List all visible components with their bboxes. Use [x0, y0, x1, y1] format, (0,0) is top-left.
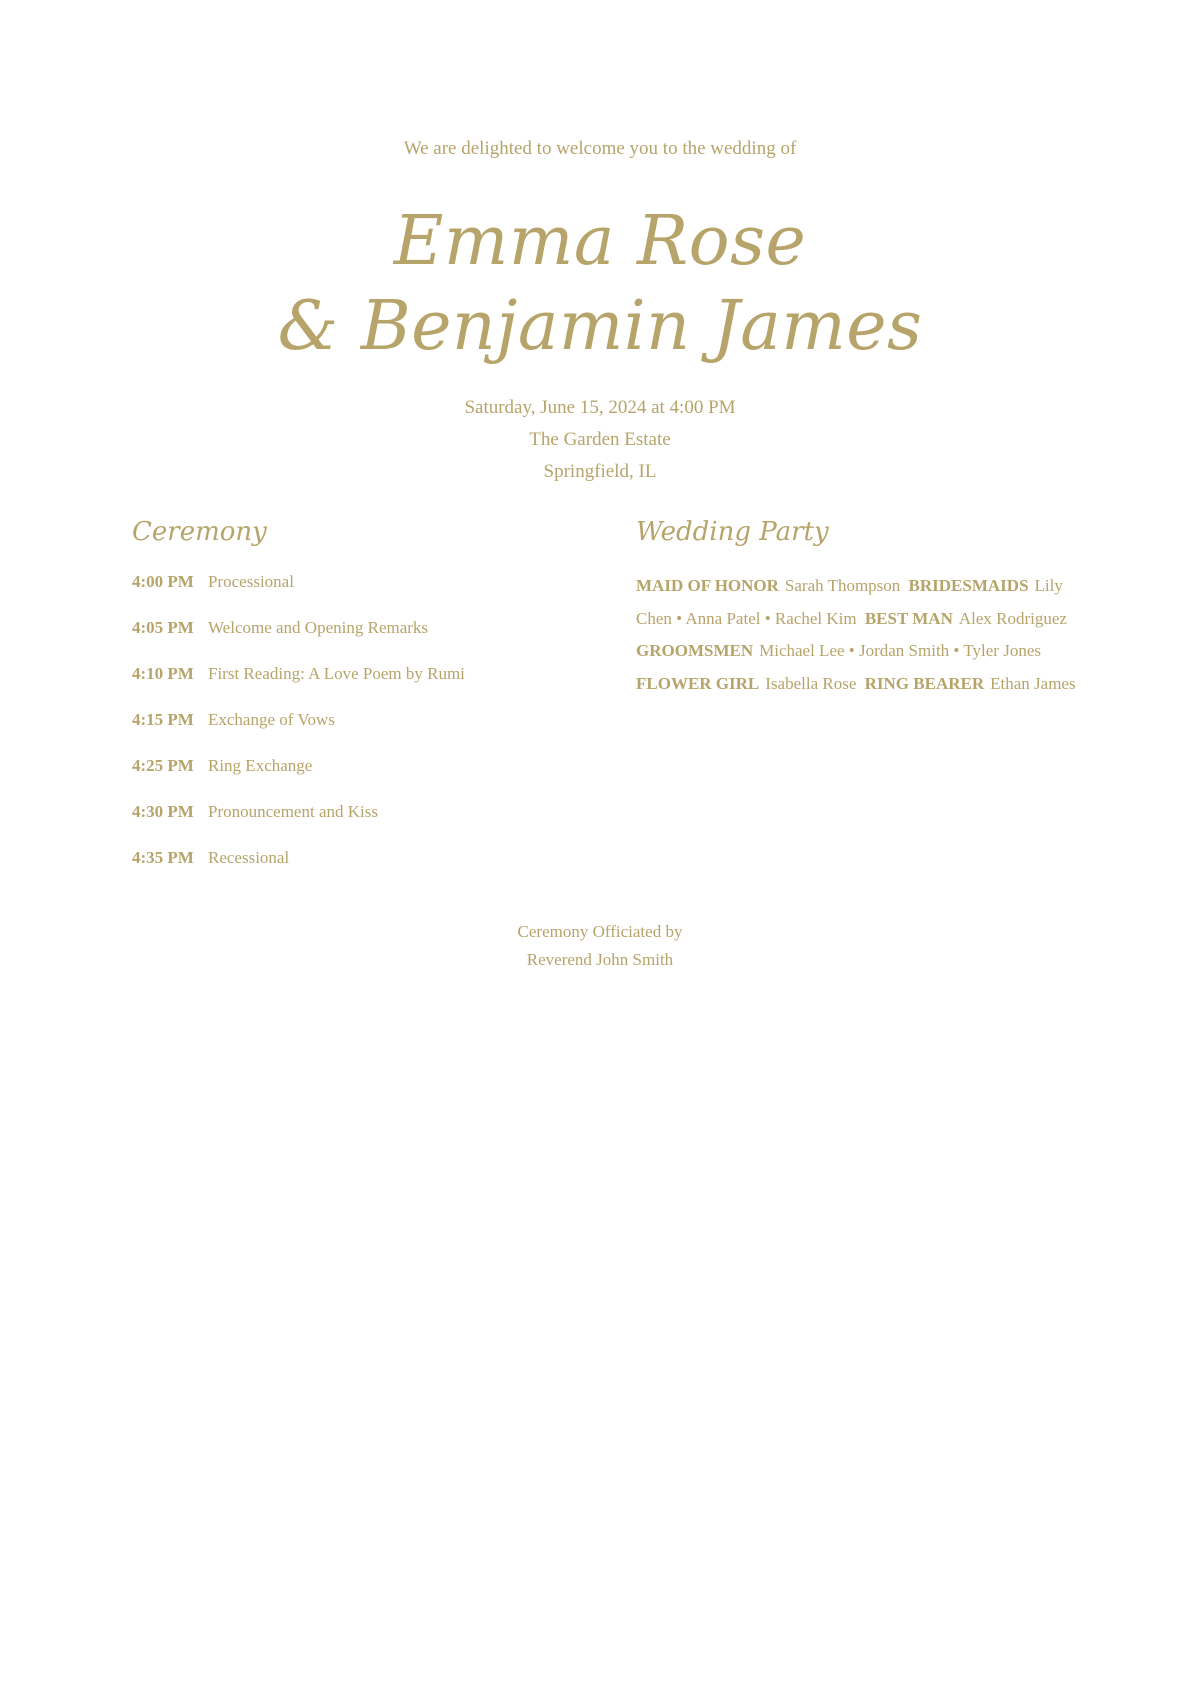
wedding-party-heading: Wedding Party [636, 517, 829, 547]
ceremony-event: First Reading: A Love Poem by Rumi [208, 664, 465, 683]
ceremony-row [132, 802, 572, 848]
party-role: RING BEARER [864, 673, 985, 693]
ceremony-time: 4:25 PM [132, 756, 194, 775]
party-members: Michael Lee • Jordan Smith • Tyler Jones [759, 641, 1041, 660]
ceremony-time: 4:35 PM [132, 848, 194, 867]
party-members: Lily Chen • Anna Patel • Rachel Kim [636, 576, 1063, 628]
ceremony-time: 4:30 PM [132, 802, 194, 821]
party-role: BEST MAN [864, 608, 953, 628]
ceremony-heading: Ceremony [132, 517, 267, 547]
event-details [0, 392, 1200, 488]
welcome-text: We are delighted to welcome you to the wedding of [403, 138, 797, 159]
party-role: BRIDESMAIDS [908, 576, 1029, 595]
couple-name-line-2: & Benjamin James [277, 287, 923, 366]
ceremony-row [132, 756, 572, 802]
party-role: MAID OF HONOR [636, 576, 779, 595]
ceremony-time: 4:10 PM [132, 664, 194, 683]
wedding-party-list [636, 570, 1086, 700]
ceremony-event: Welcome and Opening Remarks [208, 618, 429, 637]
event-location: Springfield, IL [543, 461, 657, 482]
ceremony-time: 4:05 PM [132, 618, 194, 637]
couple-name-line-1: Emma Rose [393, 202, 807, 281]
ceremony-row [132, 710, 572, 756]
event-date-time: Saturday, June 15, 2024 at 4:00 PM [464, 397, 736, 418]
ceremony-row [132, 848, 572, 894]
ceremony-event: Recessional [208, 848, 290, 867]
party-members: Sarah Thompson [784, 576, 901, 595]
party-members: Alex Rodriguez [958, 608, 1067, 628]
ceremony-event: Ring Exchange [208, 756, 313, 775]
ceremony-time: 4:15 PM [132, 710, 194, 729]
party-role: FLOWER GIRL [636, 673, 760, 693]
ceremony-row [132, 618, 572, 664]
ceremony-event: Pronouncement and Kiss [208, 802, 378, 821]
ceremony-event: Exchange of Vows [208, 710, 335, 729]
party-members: Isabella Rose [765, 673, 857, 693]
event-venue: The Garden Estate [529, 429, 671, 450]
ceremony-event: Processional [208, 572, 294, 591]
ceremony-schedule [132, 572, 572, 894]
ceremony-row [132, 572, 572, 618]
ceremony-time: 4:00 PM [132, 572, 194, 591]
party-role: GROOMSMEN [636, 641, 754, 660]
officiant-block [0, 918, 1200, 974]
officiant-name: Reverend John Smith [526, 950, 674, 969]
ceremony-row [132, 664, 572, 710]
officiant-label: Ceremony Officiated by [517, 922, 683, 941]
party-members: Ethan James [990, 673, 1076, 693]
